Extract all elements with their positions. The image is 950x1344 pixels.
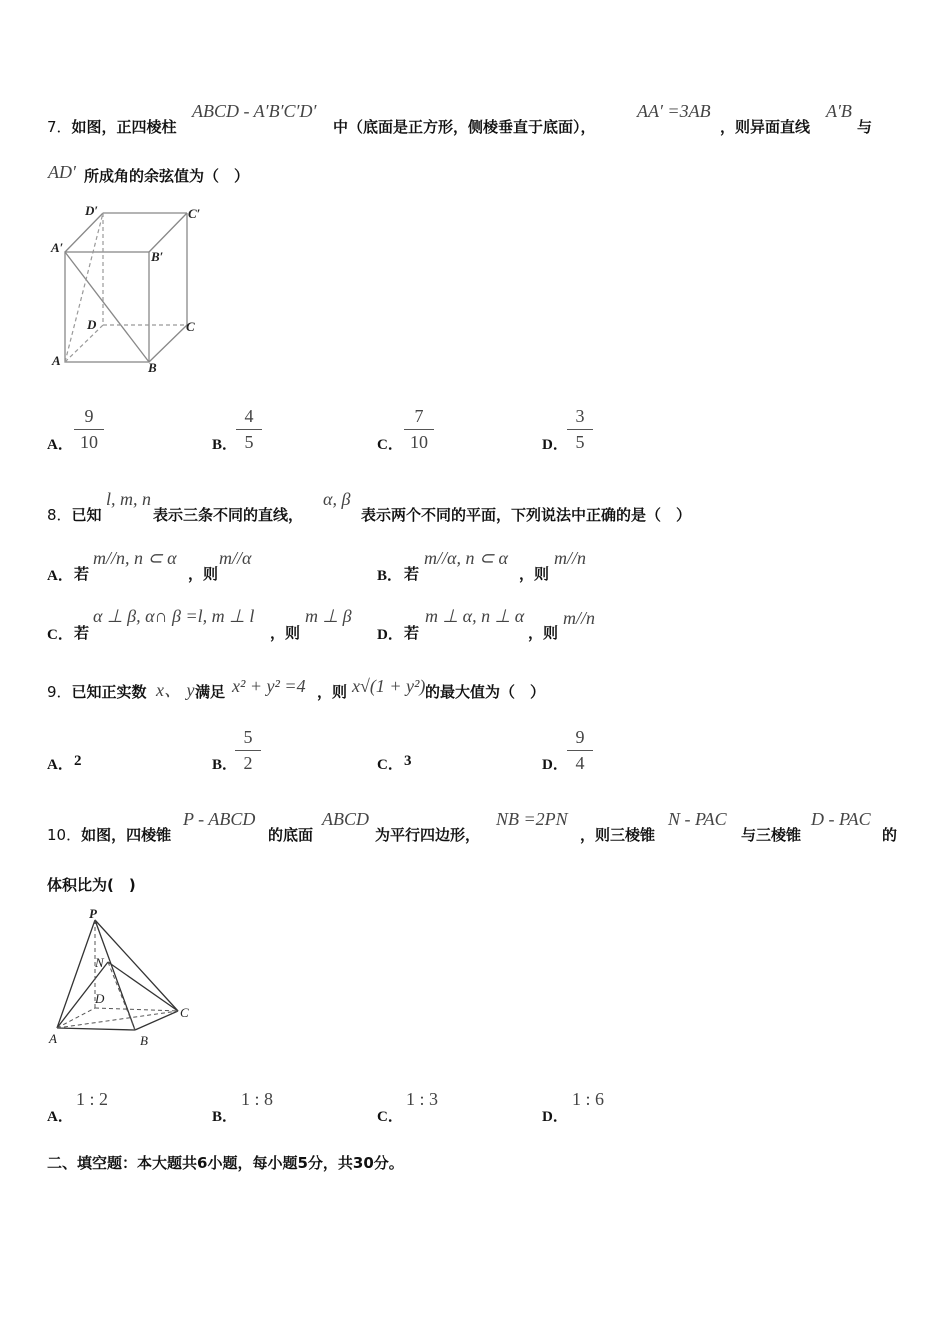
q10-option-d-value: 1 : 6 [572, 1089, 605, 1109]
option-res: m ⊥ β [305, 606, 352, 626]
q9-option-d-label[interactable]: D． [542, 757, 568, 773]
q7-option-c-value: 7 10 [404, 406, 434, 453]
label-B: B [140, 1033, 148, 1048]
q7-text [47, 116, 177, 137]
q10-text: 10．如图，四棱锥 [47, 826, 172, 844]
q9-t2: 满足 [195, 683, 226, 701]
q7-t1: 如图，正四棱柱 [71, 118, 177, 136]
q9-option-c-label[interactable]: C． [377, 757, 403, 773]
option-ze: ，则 [188, 565, 219, 583]
label-P: P [89, 906, 97, 921]
q9-option-a-label[interactable]: A． [47, 757, 73, 773]
q7-math-ratio: AA′ =3AB [637, 101, 711, 121]
q10-t2: 的底面 [268, 826, 314, 844]
option-label: C． [47, 627, 73, 643]
q10-math-tet1: N - PAC [668, 809, 727, 829]
option-cond: m ⊥ α, n ⊥ α [425, 606, 525, 626]
q9-option-b-value: 5 2 [235, 727, 261, 774]
q10-math-pyramid: P - ABCD [183, 809, 256, 829]
q8-text: 8．已知 [47, 506, 102, 524]
label-C: C [186, 319, 195, 334]
option-cond: α ⊥ β, α∩ β =l, m ⊥ l [93, 606, 255, 626]
option-ruo: 若 [74, 565, 90, 583]
option-res: m//n [563, 608, 596, 628]
q7-option-c-label[interactable]: C． [377, 437, 403, 453]
label-B: B [148, 360, 157, 375]
q7-option-d-label[interactable]: D． [542, 437, 568, 453]
label-C: C [180, 1005, 189, 1020]
q9-text: 9．已知正实数 [47, 683, 147, 701]
label-N: N [95, 955, 104, 970]
option-ruo: 若 [404, 565, 420, 583]
option-res: m//n [554, 548, 587, 568]
q10-option-b-value: 1 : 8 [241, 1089, 274, 1109]
option-ze: ，则 [270, 624, 301, 642]
option-ruo: 若 [74, 624, 90, 642]
q9-t3: ，则 [317, 683, 348, 701]
q7-t4: 与 [857, 118, 873, 136]
section-heading: 二、填空题：本大题共6小题，每小题5分，共30分。 [47, 1154, 404, 1172]
q9-option-c-value: 3 [404, 753, 412, 769]
option-label: D． [377, 627, 403, 643]
q8-t3: 表示两个不同的平面，下列说法中正确的是（ ） [361, 506, 692, 524]
option-res: m//α [219, 548, 252, 568]
q7-number: 7． [47, 118, 72, 136]
q7-t3: ，则异面直线 [720, 118, 811, 136]
q7-math-line2: AD′ [48, 162, 76, 182]
q7-option-b-label[interactable]: B． [212, 437, 238, 453]
q10-option-a-label[interactable]: A． [47, 1109, 73, 1125]
label-A: A [52, 353, 61, 368]
q9-t4: 的最大值为（ ） [425, 683, 546, 701]
q10-option-b-label[interactable]: B． [212, 1109, 238, 1125]
q7-option-d-value: 3 5 [567, 406, 593, 453]
q9-math-vars: x、 y [156, 680, 195, 700]
q7-t2: 中（底面是正方形，侧棱垂直于底面）， [333, 118, 596, 136]
q10-option-a-value: 1 : 2 [76, 1089, 109, 1109]
label-A-prime: A′ [51, 240, 64, 255]
option-ruo: 若 [404, 624, 420, 642]
prism-figure [45, 200, 215, 380]
pyramid-figure [45, 905, 205, 1055]
option-cond: m//α, n ⊂ α [424, 548, 508, 568]
option-ze: ，则 [519, 565, 550, 583]
label-B-prime: B′ [151, 249, 164, 264]
q7-option-a-label[interactable]: A． [47, 437, 73, 453]
q10-option-c-value: 1 : 3 [406, 1089, 439, 1109]
q10-option-c-label[interactable]: C． [377, 1109, 403, 1125]
q7-t5: 所成角的余弦值为（ ） [84, 167, 250, 185]
q7-option-b-value: 4 5 [236, 406, 262, 453]
q10-math-tet2: D - PAC [811, 809, 871, 829]
q10-t7: 体积比为( ) [47, 876, 136, 894]
q7-option-a-value: 9 10 [74, 406, 104, 453]
q10-t6: 的 [882, 826, 898, 844]
q10-math-ratio: NB =2PN [496, 809, 568, 829]
label-C-prime: C′ [188, 206, 201, 221]
q8-math-planes: α, β [323, 489, 351, 509]
label-A: A [49, 1031, 57, 1046]
q8-math-lines: l, m, n [106, 489, 151, 509]
q9-math-expr: x√(1 + y²) [352, 676, 426, 696]
option-ze: ，则 [528, 624, 559, 642]
q9-option-a-value: 2 [74, 753, 82, 769]
q9-math-constraint: x² + y² =4 [232, 676, 306, 696]
q10-t5: 与三棱锥 [741, 826, 802, 844]
option-label: A． [47, 568, 73, 584]
q10-t4: ，则三棱锥 [580, 826, 656, 844]
label-D-prime: D′ [85, 203, 99, 218]
q9-option-d-value: 9 4 [567, 727, 593, 774]
q7-math-prism: ABCD - A′B′C′D′ [192, 101, 317, 121]
q10-t3: 为平行四边形， [375, 826, 481, 844]
label-D: D [87, 317, 97, 332]
option-label: B． [377, 568, 403, 584]
label-D: D [95, 991, 105, 1006]
option-cond: m//n, n ⊂ α [93, 548, 177, 568]
q8-t2: 表示三条不同的直线， [153, 506, 304, 524]
q10-option-d-label[interactable]: D． [542, 1109, 568, 1125]
q7-math-line1: A′B [826, 101, 852, 121]
q9-option-b-label[interactable]: B． [212, 757, 238, 773]
q10-math-base: ABCD [322, 809, 369, 829]
